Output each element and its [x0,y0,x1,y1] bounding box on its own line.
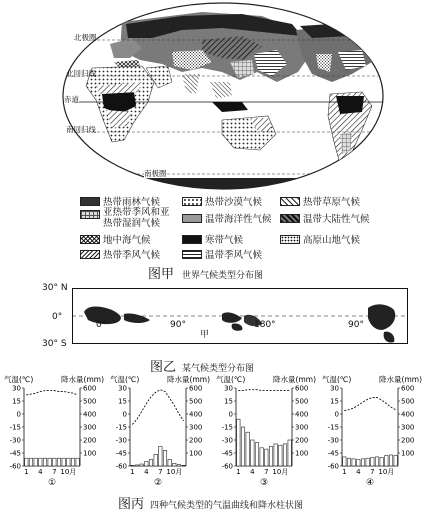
precip-bar [265,449,268,466]
precip-bar [177,465,180,466]
precip-bar [237,419,240,466]
temp-tick-label: 30 [118,384,127,393]
climate-chart-1 [2,374,106,492]
distribution-strip-svg [72,288,408,344]
precip-bar [274,444,277,466]
legend-label: 热带草原气候 [303,197,361,208]
precip-tick-label: 100 [295,449,309,458]
precip-bar [71,458,74,466]
fig-c-title: 四种气候类型的气温曲线和降水柱状图 [150,501,304,511]
swatch-mediterranean [80,235,100,244]
tropic-north-label: 北回归线 [66,69,96,78]
legend-item [182,247,262,261]
precip-tick-label: 100 [189,449,203,458]
lat-30s-label: 30° S [42,339,67,349]
precip-bar [43,458,46,466]
precip-tick-label: 300 [295,423,309,432]
month-tick-label: 7 [158,468,163,476]
temp-tick-label: 0 [16,410,21,419]
temp-tick-label: 15 [118,397,127,406]
precip-bar [149,460,152,467]
lat-0-label: 0° [52,312,63,322]
month-tick-label: 10月 [272,468,289,476]
precip-bar [145,461,148,466]
month-tick-label: 10月 [60,468,77,476]
precip-bar [357,460,360,467]
temp-tick-label: -45 [9,449,21,458]
temp-tick-label: -60 [9,462,21,471]
precip-bar [361,459,364,466]
legend-label: 温带大陆性气候 [303,214,370,225]
legend-item [280,211,370,225]
precip-bar [154,454,157,466]
temp-tick-label: -60 [115,462,127,471]
month-tick-label: 7 [370,468,375,476]
swatch-continental [280,214,300,223]
precip-bar [251,440,254,466]
temp-tick-label: -15 [221,423,233,432]
lon-label: 0° [96,320,107,330]
month-tick-label: 7 [264,468,269,476]
precip-tick-label: 400 [295,410,309,419]
precip-axis-label: 降水量(mm) [379,375,422,384]
precip-bar [53,458,56,466]
month-tick-label: 10月 [378,468,395,476]
precip-bar [39,458,42,466]
precip-bar [283,444,286,466]
precip-tick-label: 300 [401,423,415,432]
precip-bar [375,457,378,466]
precip-bar [260,448,263,466]
climate-chart-4 [320,374,424,492]
lon-label: 90° [348,320,364,330]
temp-tick-label: -45 [327,449,339,458]
swatch-subtropical [80,210,100,219]
legend-label: 高原山地气候 [303,235,361,246]
temp-axis-label: 气温(℃) [322,375,352,384]
climate-chart-2 [108,374,212,492]
world-climate-map [62,2,384,190]
temp-tick-label: -30 [9,436,21,445]
temp-curve [344,398,395,411]
precip-bar [182,465,185,466]
legend-label: 热带雨林气候 [103,197,161,208]
temp-tick-label: 0 [334,410,339,419]
climate-legend [80,194,400,260]
temp-tick-label: -15 [9,423,21,432]
precip-bar [48,458,51,466]
temp-curve [26,391,77,395]
precip-tick-label: 200 [83,436,97,445]
precip-bar [343,457,346,466]
swatch-savanna [280,197,300,206]
legend-label: 热带沙漠气候 [205,197,263,208]
swatch-temperate-monsoon [182,250,202,259]
tropic-south-label: 南回归线 [66,125,96,134]
temp-tick-label: 0 [228,410,233,419]
distribution-strip-map [40,283,410,349]
fig-c-caption [118,493,303,512]
precip-tick-label: 600 [83,384,97,393]
month-tick-label: 1 [236,468,241,476]
climate-charts-row [0,374,427,492]
precip-bar [380,458,383,466]
temp-curve [238,390,289,391]
precip-tick-label: 400 [83,410,97,419]
month-tick-label: 1 [342,468,347,476]
precip-tick-label: 400 [189,410,203,419]
precip-bar [279,445,282,466]
precip-bar [246,432,249,466]
world-map-svg [62,2,384,190]
precip-bar [371,458,374,466]
precip-bar [135,465,138,466]
precip-tick-label: 500 [83,397,97,406]
legend-item [182,232,243,246]
temp-tick-label: 15 [224,397,233,406]
precip-tick-label: 100 [401,449,415,458]
temp-tick-label: -15 [115,423,127,432]
swatch-polar [182,235,202,244]
legend-label: 地中海气候 [103,235,151,246]
precip-bar [385,456,388,466]
precip-bar [25,458,28,466]
legend-label: 温带海洋性气候 [205,214,272,225]
lon-label: 180° [254,320,276,330]
precip-tick-label: 400 [401,410,415,419]
legend-item [182,211,272,225]
precip-bar [34,458,37,466]
temp-tick-label: -30 [115,436,127,445]
precip-bar [241,427,244,466]
legend-label: 寒带气候 [205,235,244,246]
month-tick-label: 4 [144,468,149,476]
month-tick-label: 10月 [166,468,183,476]
temp-tick-label: 30 [12,384,21,393]
legend-item [80,247,160,261]
precip-tick-label: 200 [401,436,415,445]
temp-tick-label: 30 [330,384,339,393]
precip-bar [269,447,272,467]
precip-tick-label: 200 [189,436,203,445]
legend-item [182,194,262,208]
legend-label: 热带季风气候 [103,250,161,261]
precip-bar [352,459,355,466]
precip-bar [347,458,350,466]
equator-label: 赤道 [64,95,79,104]
fig-a-number: 图甲 [148,267,175,282]
temp-tick-label: -30 [221,436,233,445]
precip-axis-label: 降水量(mm) [273,375,316,384]
temp-tick-label: -15 [327,423,339,432]
temp-tick-label: -60 [327,462,339,471]
temp-tick-label: -45 [115,449,127,458]
precip-bar [173,463,176,466]
temp-axis-label: 气温(℃) [216,375,246,384]
precip-bar [76,458,79,466]
temp-tick-label: 30 [224,384,233,393]
temp-tick-label: 0 [122,410,127,419]
climate-chart-3 [214,374,318,492]
precip-tick-label: 500 [189,397,203,406]
month-tick-label: 1 [24,468,29,476]
temp-axis-label: 气温(℃) [110,375,140,384]
fig-a-title: 世界气候类型分布图 [182,271,264,281]
marker-jia: 甲 [200,330,210,340]
temp-axis-label: 气温(℃) [4,375,34,384]
chart-number: ④ [365,478,375,488]
legend-item [280,194,360,208]
precip-bar [394,456,397,466]
month-tick-label: 4 [250,468,255,476]
precip-bar [389,455,392,466]
chart-number: ③ [259,478,269,488]
precip-tick-label: 600 [295,384,309,393]
precip-bar [131,465,134,466]
legend-label: 温带季风气候 [205,250,263,261]
antarctic-circle-label: 南极圈 [144,169,167,178]
precip-bar [255,443,258,466]
fig-a-caption [148,263,263,282]
precip-axis-label: 降水量(mm) [61,375,104,384]
lon-label: 90° [170,320,186,330]
month-tick-label: 1 [130,468,135,476]
month-tick-label: 4 [356,468,361,476]
swatch-highland [280,235,300,244]
month-tick-label: 7 [52,468,57,476]
fig-b-number: 图乙 [150,360,177,375]
chart-number: ② [153,478,163,488]
precip-tick-label: 200 [295,436,309,445]
swatch-desert [182,197,202,206]
arctic-circle-label: 北极圈 [74,33,97,42]
lat-30n-label: 30° N [42,283,68,293]
fig-b-caption [150,356,254,375]
precip-tick-label: 600 [401,384,415,393]
temp-tick-label: -45 [221,449,233,458]
precip-bar [163,450,166,466]
precip-tick-label: 300 [83,423,97,432]
swatch-tropical-monsoon [80,250,100,259]
precip-bar [288,440,291,466]
fig-b-title: 某气候类型分布图 [182,364,255,374]
swatch-oceanic [182,214,202,223]
legend-item [80,232,151,246]
precip-tick-label: 300 [189,423,203,432]
precip-bar [366,458,369,466]
temp-tick-label: -60 [221,462,233,471]
precip-tick-label: 500 [401,397,415,406]
chart-number: ① [47,478,57,488]
precip-axis-label: 降水量(mm) [167,375,210,384]
precip-bar [57,458,60,466]
precip-bar [140,464,143,466]
legend-item [280,232,360,246]
temp-curve [132,390,183,425]
legend-item [80,194,160,208]
month-tick-label: 4 [38,468,43,476]
legend-item [80,207,173,229]
precip-bar [168,460,171,467]
temp-tick-label: 15 [330,397,339,406]
temp-tick-label: 15 [12,397,21,406]
fig-c-number: 图丙 [118,497,145,512]
precip-tick-label: 500 [295,397,309,406]
precip-bar [29,458,32,466]
precip-bar [159,447,162,467]
legend-label: 亚热带季风和亚热带湿润气候 [103,207,170,229]
precip-tick-label: 100 [83,449,97,458]
swatch-rainforest [80,197,100,206]
precip-bar [67,458,70,466]
temp-tick-label: -30 [327,436,339,445]
precip-tick-label: 600 [189,384,203,393]
precip-bar [62,458,65,466]
